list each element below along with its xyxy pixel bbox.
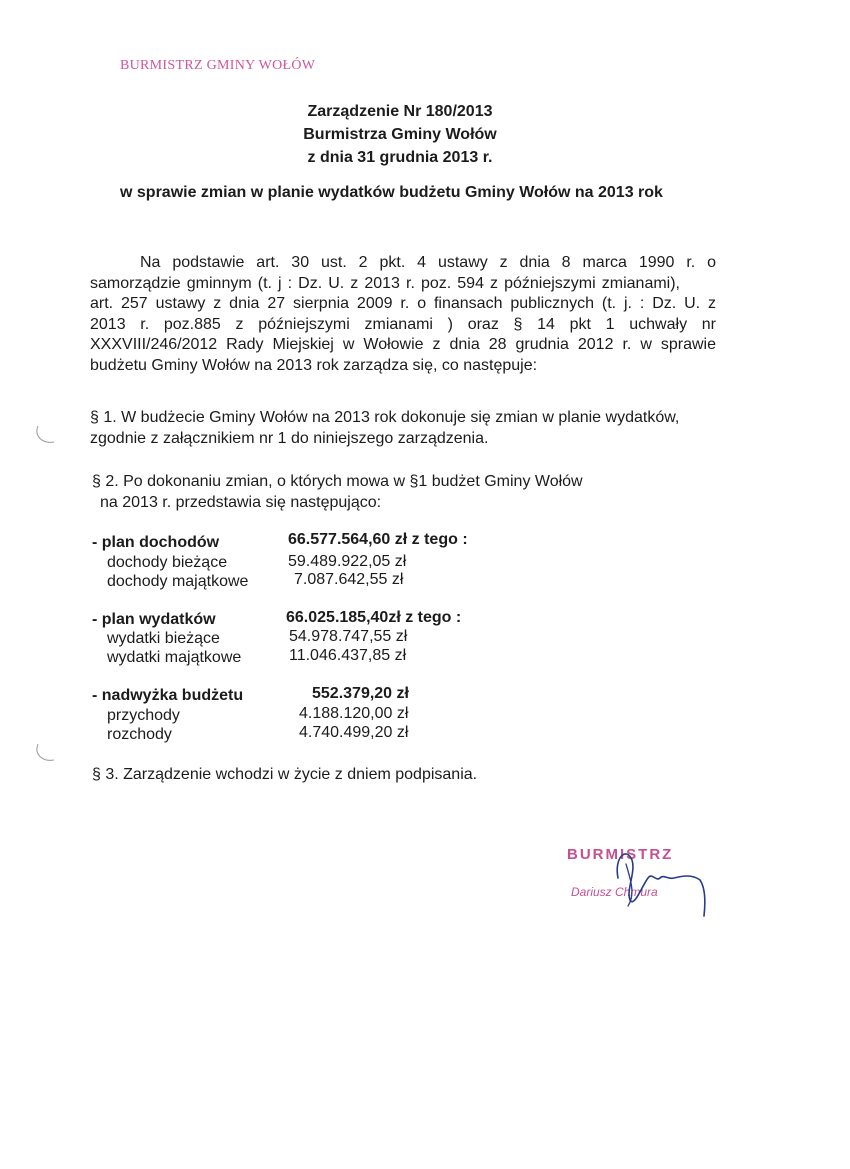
surplus-item-value: 4.188.120,00 zł bbox=[299, 705, 409, 722]
income-item-label: dochody majątkowe bbox=[107, 573, 249, 590]
expenses-item-value: 54.978.747,55 zł bbox=[289, 628, 408, 645]
expenses-total: 66.025.185,40zł z tego : bbox=[286, 609, 462, 626]
title-line-1: Zarządzenie Nr 180/2013 bbox=[307, 103, 493, 120]
income-item-label: dochody bieżące bbox=[107, 554, 228, 571]
expenses-item-label: wydatki majątkowe bbox=[107, 649, 242, 666]
section-3: § 3. Zarządzenie wchodzi w życie z dniem podpisania. bbox=[92, 766, 478, 783]
preamble bbox=[90, 253, 716, 376]
section-1 bbox=[90, 408, 679, 449]
expenses-item-label: wydatki bieżące bbox=[107, 630, 220, 647]
section-2-line: na 2013 r. przedstawia się następująco: bbox=[100, 493, 382, 511]
preamble-line: Na podstawie art. 30 ust. 2 pkt. 4 ustawy z dnia 8 marca 1990 r. o bbox=[140, 254, 716, 271]
header-stamp: BURMISTRZ GMINY WOŁÓW bbox=[120, 58, 316, 73]
signature-stamp-title: BURMISTRZ bbox=[567, 846, 674, 863]
handwritten-signature bbox=[596, 838, 716, 924]
section-2-line: § 2. Po dokonaniu zmian, o których mowa w §1 budżet Gminy Wołów bbox=[92, 473, 583, 490]
document-subject: w sprawie zmian w planie wydatków budżetu Gminy Wołów na 2013 rok bbox=[120, 184, 663, 201]
preamble-line: 2013 r. poz.885 z późniejszymi zmianami ) oraz § 14 pkt 1 uchwały nr bbox=[90, 315, 716, 333]
surplus-item-label: przychody bbox=[107, 707, 180, 724]
title-line-3: z dnia 31 grudnia 2013 r. bbox=[307, 149, 493, 166]
preamble-line: samorządzie gminnym (t. j : Dz. U. z 2013 r. poz. 594 z późniejszymi zmianami), bbox=[90, 274, 680, 292]
income-total: 66.577.564,60 zł z tego : bbox=[288, 531, 468, 548]
surplus-label: - nadwyżka budżetu bbox=[92, 687, 244, 704]
title-line-2: Burmistrza Gminy Wołów bbox=[303, 126, 497, 143]
surplus-total: 552.379,20 zł bbox=[312, 685, 409, 702]
section-2 bbox=[92, 472, 583, 513]
document-title bbox=[0, 100, 800, 169]
punch-hole-mark bbox=[34, 424, 56, 446]
expenses-item-value: 11.046.437,85 zł bbox=[289, 647, 407, 664]
section-1-line: § 1. W budżecie Gminy Wołów na 2013 rok dokonuje się zmian w planie wydatków, bbox=[90, 409, 680, 426]
punch-hole-mark bbox=[34, 742, 56, 764]
preamble-line: art. 257 ustawy z dnia 27 sierpnia 2009 r. o finansach publicznych (t. j. : Dz. U. z bbox=[90, 295, 716, 312]
surplus-item-value: 4.740.499,20 zł bbox=[299, 724, 409, 741]
income-item-value: 7.087.642,55 zł bbox=[294, 571, 404, 588]
preamble-line: budżetu Gminy Wołów na 2013 rok zarządza się, co następuje: bbox=[90, 356, 538, 374]
expenses-label: - plan wydatków bbox=[92, 611, 216, 628]
surplus-item-label: rozchody bbox=[107, 726, 172, 743]
income-item-value: 59.489.922,05 zł bbox=[288, 553, 407, 570]
income-label: - plan dochodów bbox=[92, 534, 220, 551]
signature-stamp-name: Dariusz Chmura bbox=[571, 885, 658, 899]
section-1-line: zgodnie z załącznikiem nr 1 do niniejszego zarządzenia. bbox=[90, 429, 489, 447]
preamble-line: XXXVIII/246/2012 Rady Miejskiej w Wołowie z dnia 28 grudnia 2012 r. w sprawie bbox=[90, 336, 716, 353]
